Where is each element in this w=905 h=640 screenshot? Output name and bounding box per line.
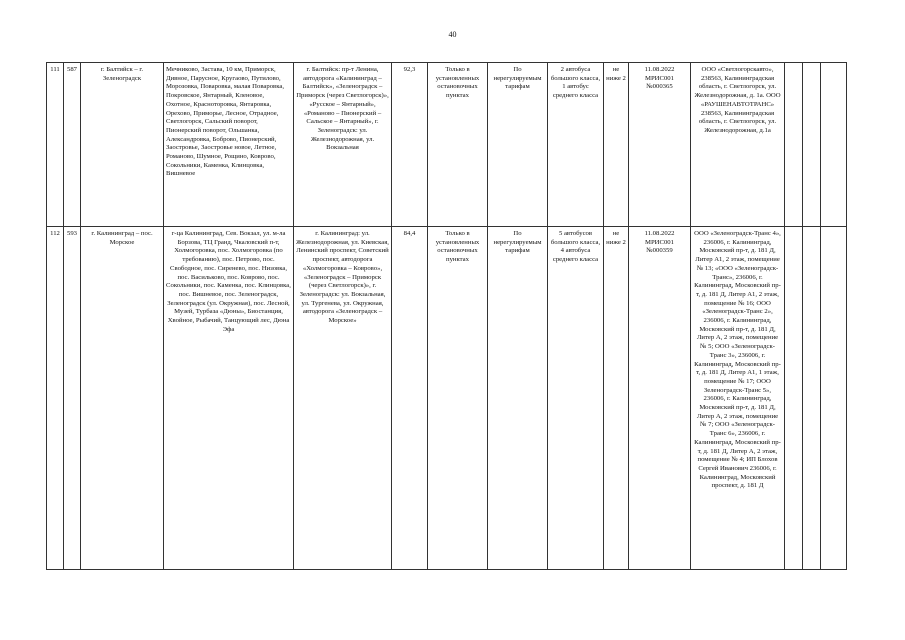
- eco-class-cell: не ниже 2: [604, 63, 629, 227]
- streets-cell: г. Калининград: ул. Железнодорожная, ул. Киевская, Ленинский проспект, Советский проспект, автодорога «Холмогоровка – Коврово», «Зеленоградск – Приморск (через Светлогорск)», г. Зеленоградск: ул. Вокзальная, ул. Тургенева, ул. Окружная, автодорога «Зеленоградск – Морское»: [294, 227, 392, 570]
- page-number: 40: [448, 30, 457, 39]
- boarding-order-cell: Только в установленных остановочных пунктах: [428, 63, 488, 227]
- empty-cell: [785, 227, 803, 570]
- length-cell: 92,3: [392, 63, 428, 227]
- stops-cell: г-ца Калининград, Сев. Вокзал, ул. м-ла Борзова, ТЦ Гранд, Чкаловский п-т, Холмогоровка, пос. Холмогоровка (по требованию), пос. Петрово, пос. Свободное, пос. Сиренево, пос. Низовка, пос. Васильково, пос. Коврово, пос. Сокольники, пос. Каменка, пос. Клинцовка, пос. Вишневое, пос. Зеленоградск, Зеленоградск (ул. Окружная), пос. Лесной, Музей, Турбаза «Дюны», Биостанция, Хвойное, Рыбачий, Танцующий лес, Дюна Эфа: [164, 227, 294, 570]
- empty-cell: [821, 63, 847, 227]
- length-cell: 84,4: [392, 227, 428, 570]
- registry-number-cell: 587: [64, 63, 81, 227]
- carrier-cell: ООО «Зеленоградск-Транс 4», 236006, г. Калининград, Московский пр-т, д. 181 Д, Литер А1, 2 этаж, помещение № 13; «ООО «Зеленоградск-Транс», 236006, г. Калининград, Московский пр-т, д. 181 Д, Литер А1, 2 этаж, помещение № 16; ООО «Зеленоградск-Транс 2», 236006, г. Калининград, Московский пр-т, д. 181 Д, Литер А, 2 этаж, помещение № 5; ООО «Зеленоградск-Транс 3», 236006, г. Калининград, Московский пр-т, д. 181 Д, Литер А1, 1 этаж, помещение № 17; ООО Зеленоградск-Транс 5», 236006, г. Калининград, Московский пр-т, д. 181 Д, Литер А, 2 этаж, помещение № 7; ООО «Зеленоградск-Транс 6», 236006, г. Калининград, Московский пр-т, д. 181 Д, Литер А, 2 этаж, помещение № 4; ИП Блохов Сергей Иванович 236006, г. Калининград, Московский проспект, д. 181 Д: [691, 227, 785, 570]
- start-date-cell: 11.08.2022 МРИС001 №000359: [629, 227, 691, 570]
- tariff-cell: По нерегулируемым тарифам: [488, 63, 548, 227]
- route-name-cell: г. Балтийск – г. Зеленоградск: [81, 63, 164, 227]
- registry-number-cell: 593: [64, 227, 81, 570]
- empty-cell: [803, 63, 821, 227]
- empty-cell: [821, 227, 847, 570]
- carrier-cell: ООО «Светлогорскавто», 238563, Калининградская область, г. Светлогорск, ул. Железнодорожная, д. 1а. ООО «РАУШЕНАВТОТРАНС» 238563, Калининградская область, г. Светлогорск, ул. Железнодорожная, д.1а: [691, 63, 785, 227]
- table-row: [47, 63, 847, 227]
- routes-table: [46, 62, 847, 570]
- route-name-cell: г. Калининград – пос. Морское: [81, 227, 164, 570]
- table-row: [47, 227, 847, 570]
- streets-cell: г. Балтийск: пр-т Ленина, автодорога «Калининград – Балтийск», «Зеленоградск – Приморск (через Светлогорск)», «Русское – Янтарный», «Романово – Пионерский – Сальское – Янтарный», г. Зеленоградск: ул. Железнодорожная, ул. Вокзальная: [294, 63, 392, 227]
- eco-class-cell: не ниже 2: [604, 227, 629, 570]
- start-date-cell: 11.08.2022 МРИС001 №000365: [629, 63, 691, 227]
- vehicles-cell: 2 автобуса большого класса, 1 автобус среднего класса: [548, 63, 604, 227]
- vehicles-cell: 5 автобусов большого класса, 4 автобуса среднего класса: [548, 227, 604, 570]
- tariff-cell: По нерегулируемым тарифам: [488, 227, 548, 570]
- route-number-cell: 111: [47, 63, 64, 227]
- route-number-cell: 112: [47, 227, 64, 570]
- boarding-order-cell: Только в установленных остановочных пунктах: [428, 227, 488, 570]
- empty-cell: [785, 63, 803, 227]
- empty-cell: [803, 227, 821, 570]
- stops-cell: Мечниково, Застава, 10 км, Приморск, Дивное, Парусное, Кругаово, Путилово, Морозовка, Поваровка, малая Поваровка, Покровское, Янтарный, Кленовое, Охотное, Красноторовка, Янтаровка, Орехово, Приморье, Лесное, Отрадное, Светлогорск, Сальский поворот, Пионерский поворот, Ольшанка, Александровка, Боброво, Пионерский, Заостровье, Заостровье новое, Летное, Романово, Шумное, Рощино, Коврово, Сокольники, Каменка, Клинцовка, Вишневое: [164, 63, 294, 227]
